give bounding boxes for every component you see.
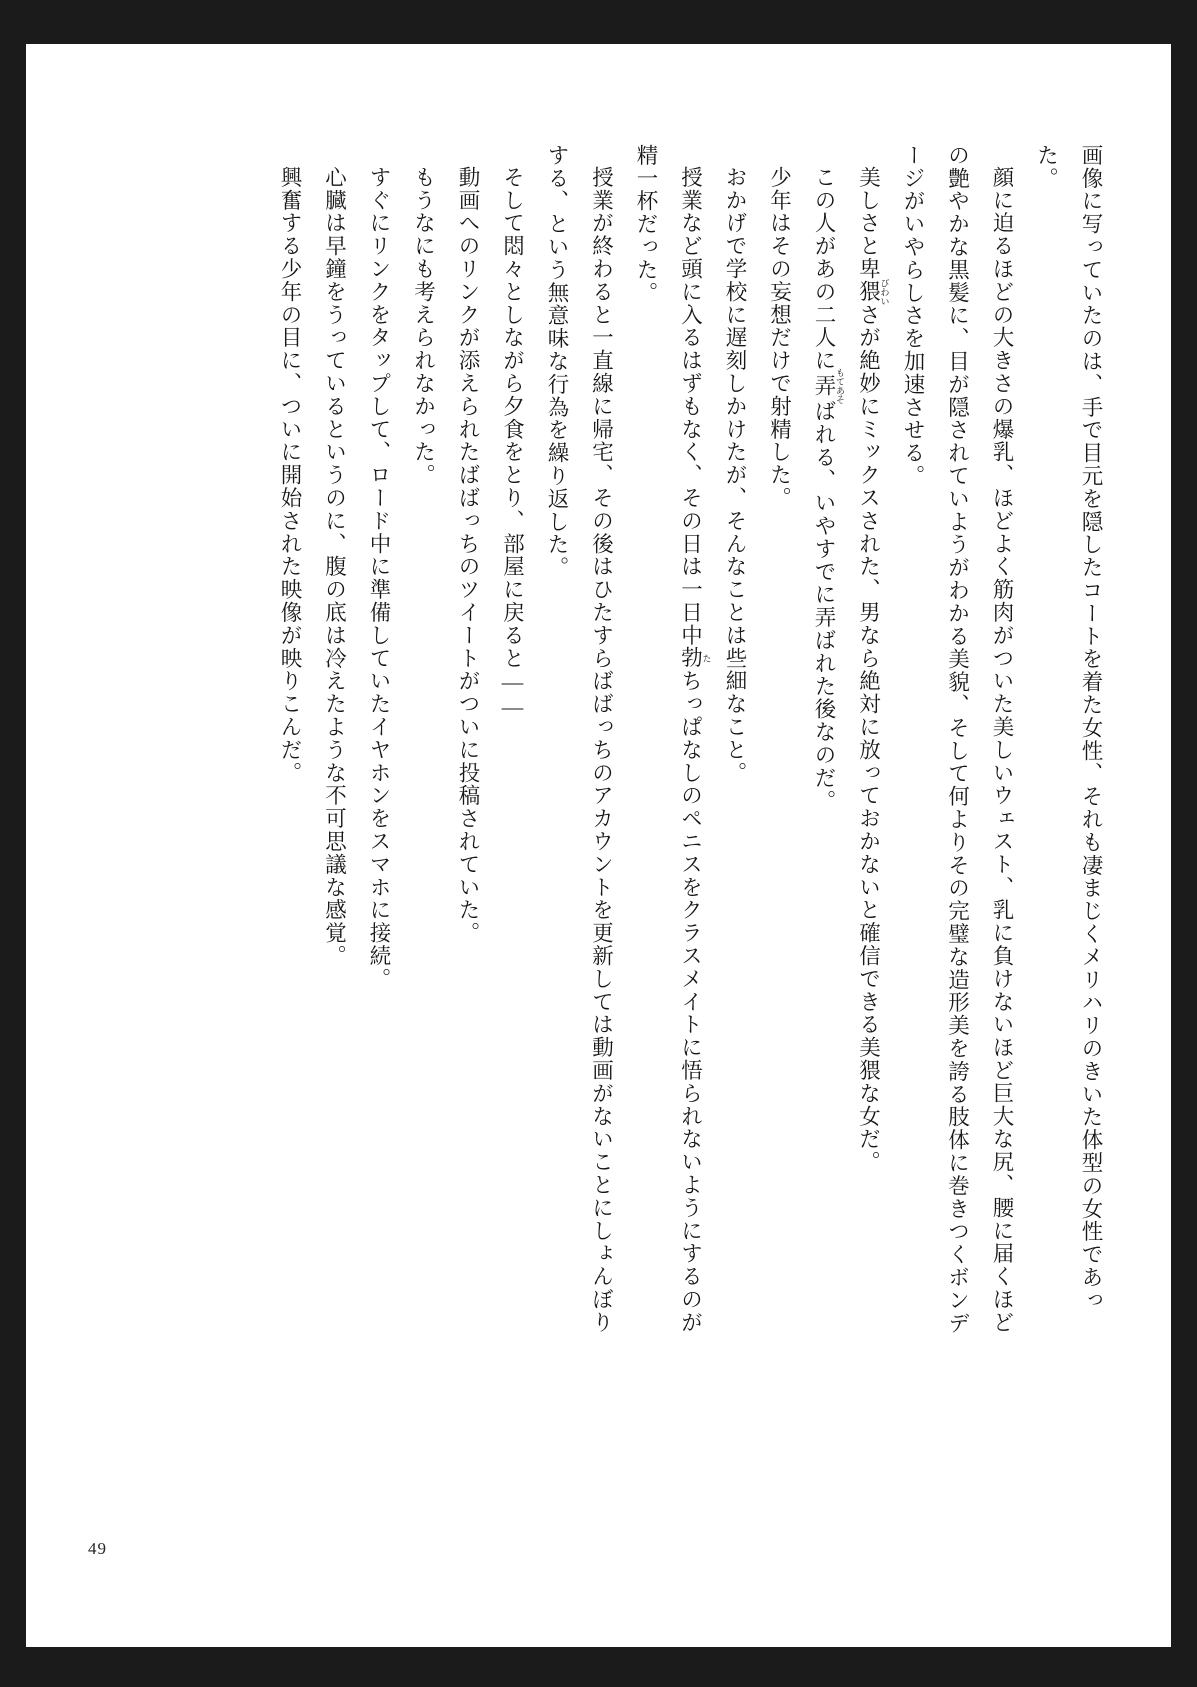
page-edge-bottom: [0, 1647, 1197, 1687]
paragraph: 画像に写っていたのは、手で目元を隠したコートを着た女性、それも凄まじくメリハリのきいた体型の女性であった。: [1034, 144, 1103, 1312]
page-edge-top: [0, 0, 1197, 44]
paragraph: おかげで学校に遅刻しかけたが、そんなことは些細なこと。: [723, 165, 747, 784]
ruby-annotation: 弄 もてあそ: [812, 367, 845, 404]
paragraph: 心臓は早鐘をうっているというのに、腹の底は冷えたような不可思議な感覚。: [322, 165, 347, 967]
ruby-annotation: 猥 びわい: [856, 277, 890, 305]
page-paper: [26, 44, 1171, 1647]
paragraph: 授業など頭に入るはずもなく、その日は一日中勃 たちっぱなしのペニスをクラスメイトに悟られないようにするのが精一杯だった。: [634, 144, 712, 1334]
body-text: [193, 144, 1113, 1344]
paragraph: すぐにリンクをタップして、ロード中に準備していたイヤホンをスマホに接続。: [367, 165, 391, 990]
paragraph: この人があの二人に弄 もてあそばれる、いやすでに弄ばれた後なのだ。: [812, 165, 845, 812]
paragraph: 顔に迫るほどの大きさの爆乳、ほどよく筋肉がついた美しいウェスト、乳に負けないほど巨大な尻、腰に届くほどの艶やかな黒髪に、目が隠されていようがわかる美貌、そして何よりその完璧な造形美を誇る肢体に巻きつくボンデージがいやらしさを加速させる。: [901, 144, 1014, 1335]
paragraph: 動画へのリンクが添えられたばばっちのツイートがついに投稿されていた。: [456, 165, 480, 945]
page-number: 49: [88, 1539, 107, 1558]
paragraph: 美しさと卑猥 びわいさが絶妙にミックスされた、男なら絶対に放っておかないと確信できる美猥な女だ。: [856, 165, 890, 1174]
ruby-annotation: 勃 た: [678, 646, 712, 670]
page-edge-right: [1171, 0, 1197, 1687]
paragraph: 興奮する少年の目に、ついに開始された映像が映りこんだ。: [278, 165, 302, 784]
page-edge-left: [0, 0, 26, 1687]
paragraph: もうなにも考えられなかった。: [411, 165, 436, 487]
paragraph: そして悶々としながら夕食をとり、部屋に戻ると——: [500, 165, 525, 721]
paragraph: 少年はその妄想だけで射精した。: [767, 165, 792, 509]
paragraph: 授業が終わると一直線に帰宅、その後はひたすらばばっちのアカウントを更新しては動画がないことにしょんぼりする、という無意味な行為を繰り返した。: [545, 144, 614, 1334]
